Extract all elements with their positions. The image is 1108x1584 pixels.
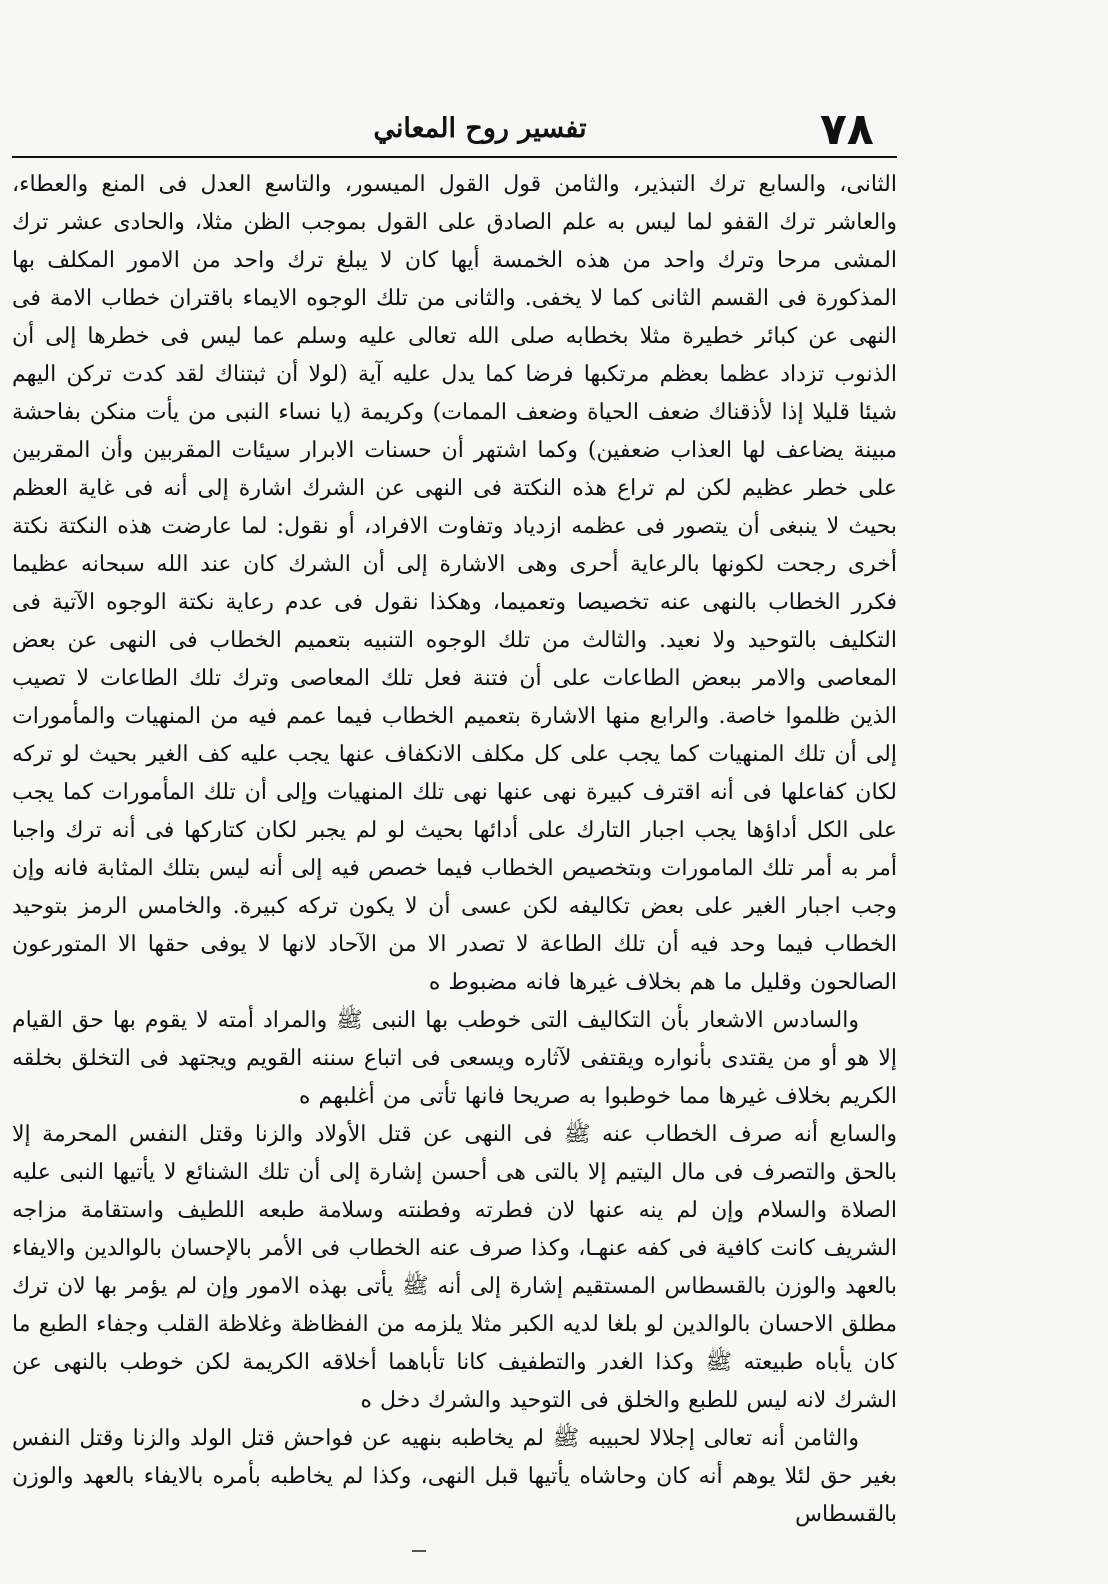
- paragraph-1: الثانى، والسابع ترك التبذير، والثامن قول القول الميسور، والتاسع العدل فى المنع والعطاء، والعاشر ترك القفو لما ليس به علم الصادق على القول بموجب الظن مثلا، والحادى عشر ترك المشى مرحا وترك واحد من هذه الخمسة أيها كان لا يبلغ ترك واحد من الامور المكلف بها المذكورة فى القسم الثانى كما لا يخفى. والثانى من تلك الوجوه الايماء باقتران خطاب الامة فى النهى عن كبائر خطيرة مثلا بخطابه صلى الله تعالى عليه وسلم عما ليس فى خطرها إلى أن الذنوب تزداد عظما بعظم مرتكبها فرضا كما يدل عليه آية (لولا أن ثبتناك لقد كدت تركن اليهم شيئا قليلا إذا لأذقناك ضعف الحياة وضعف الممات) وكريمة (يا نساء النبى من يأت منكن بفاحشة مبينة يضاعف لها العذاب ضعفين) وكما اشتهر أن حسنات الابرار سيئات المقربين وأن المقربين على خطر عظيم لكن لم تراع هذه النكتة فى النهى عن الشرك اشارة إلى أنه فى غاية العظم بحيث لا ينبغى أن يتصور فى عظمه ازدياد وتفاوت الافراد، أو نقول: لما عارضت هذه النكتة نكتة أخرى رجحت لكونها بالرعاية أحرى وهى الاشارة إلى أن الشرك كان عند الله سبحانه عظيما فكرر الخطاب بالنهى عنه تخصيصا وتعميما، وهكذا نقول فى عدم رعاية نكتة الوجوه الآتية فى التكليف بالتوحيد ولا نعيد. والثالث من تلك الوجوه التنبيه بتعميم الخطاب فى النهى عن بعض المعاصى والامر ببعض الطاعات على أن فتنة فعل تلك المعاصى وترك تلك الطاعات لا تصيب الذين ظلموا خاصة. والرابع منها الاشارة بتعميم الخطاب فيما عمم فيه من المنهيات والمأمورات إلى أن تلك المنهيات كما يجب على كل مكلف الانكفاف عنها يجب عليه كف الغير بحيث لو تركه لكان كفاعلها فى أنه اقترف كبيرة نهى عنها نهى تلك المنهيات وإلى أن تلك المأمورات كما يجب على الكل أداؤها يجب اجبار التارك على أدائها بحيث لو لم يجبر لكان كتاركها فى أنه ترك واجبا أمر به أمر تلك المامورات وبتخصيص الخطاب فيما خصص فيه إلى أنه ليس بتلك المثابة فانه وإن وجب اجبار الغير على بعض تكاليفه لكن عسى أن لا يكون تركه كبيرة. والخامس الرمز بتوحيد الخطاب فيما وحد فيه أن تلك الطاعة لا تصدر الا من الآحاد لانها لا يوفى حقها الا المتورعون الصالحون وقليل ما هم بخلاف غيرها فانه مضبوط ه: [12, 172, 897, 995]
- header-divider: [12, 156, 897, 158]
- footer-mark: [412, 1550, 426, 1552]
- paragraph-3: والسابع أنه صرف الخطاب عنه ﷺ فى النهى عن قتل الأولاد والزنا وقتل النفس المحرمة إلا بالحق والتصرف فى مال اليتيم إلا بالتى هى أحسن إشارة إلى أن تلك الشنائع لا يأتيها النبى عليه الصلاة والسلام وإن لم ينه عنها لان فطرته وفطنته وسلامة طبعه اللطيف واستقامة مزاجه الشريف كانت كافية فى كفه عنهـا، وكذا صرف عنه الخطاب فى الأمر بالإحسان بالوالدين والايفاء بالعهد والوزن بالقسطاس المستقيم إشارة إلى أنه ﷺ يأتى بهذه الامور وإن لم يؤمر بها لان ترك مطلق الاحسان بالوالدين لو بلغا لديه الكبر مثلا يلزمه من الفظاظة وغلاظة القلب وجفاء الطبع ما كان يأباه طبيعته ﷺ وكذا الغدر والتطفيف كانا تأباهما أخلاقه الكريمة لكن خوطب بالنهى عن الشرك لانه ليس للطبع والخلق فى التوحيد والشرك دخل ه: [12, 1122, 897, 1413]
- page-number: ٧٨: [820, 104, 874, 155]
- paragraph-4: والثامن أنه تعالى إجلالا لحبيبه ﷺ لم يخاطبه بنهيه عن فواحش قتل الولد والزنا وقتل النفس بغير حق لئلا يوهم أنه كان وحاشاه يأتيها قبل النهى، وكذا لم يخاطبه بأمره بالايفاء بالعهد والوزن بالقسطاس: [12, 1426, 897, 1527]
- page-body: [12, 166, 897, 1527]
- paragraph-2: والسادس الاشعار بأن التكاليف التى خوطب بها النبى ﷺ والمراد أمته لا يقوم بها حق القيام إلا هو أو من يقتدى بأنواره ويقتفى لآثاره ويسعى فى اتباع سننه القويم ويجتهد فى التخلق بخلقه الكريم بخلاف غيرها مما خوطبوا به صريحا فانها تأتى من أغلبهم ه: [12, 1008, 897, 1109]
- running-title: تفسير روح المعاني: [373, 113, 587, 144]
